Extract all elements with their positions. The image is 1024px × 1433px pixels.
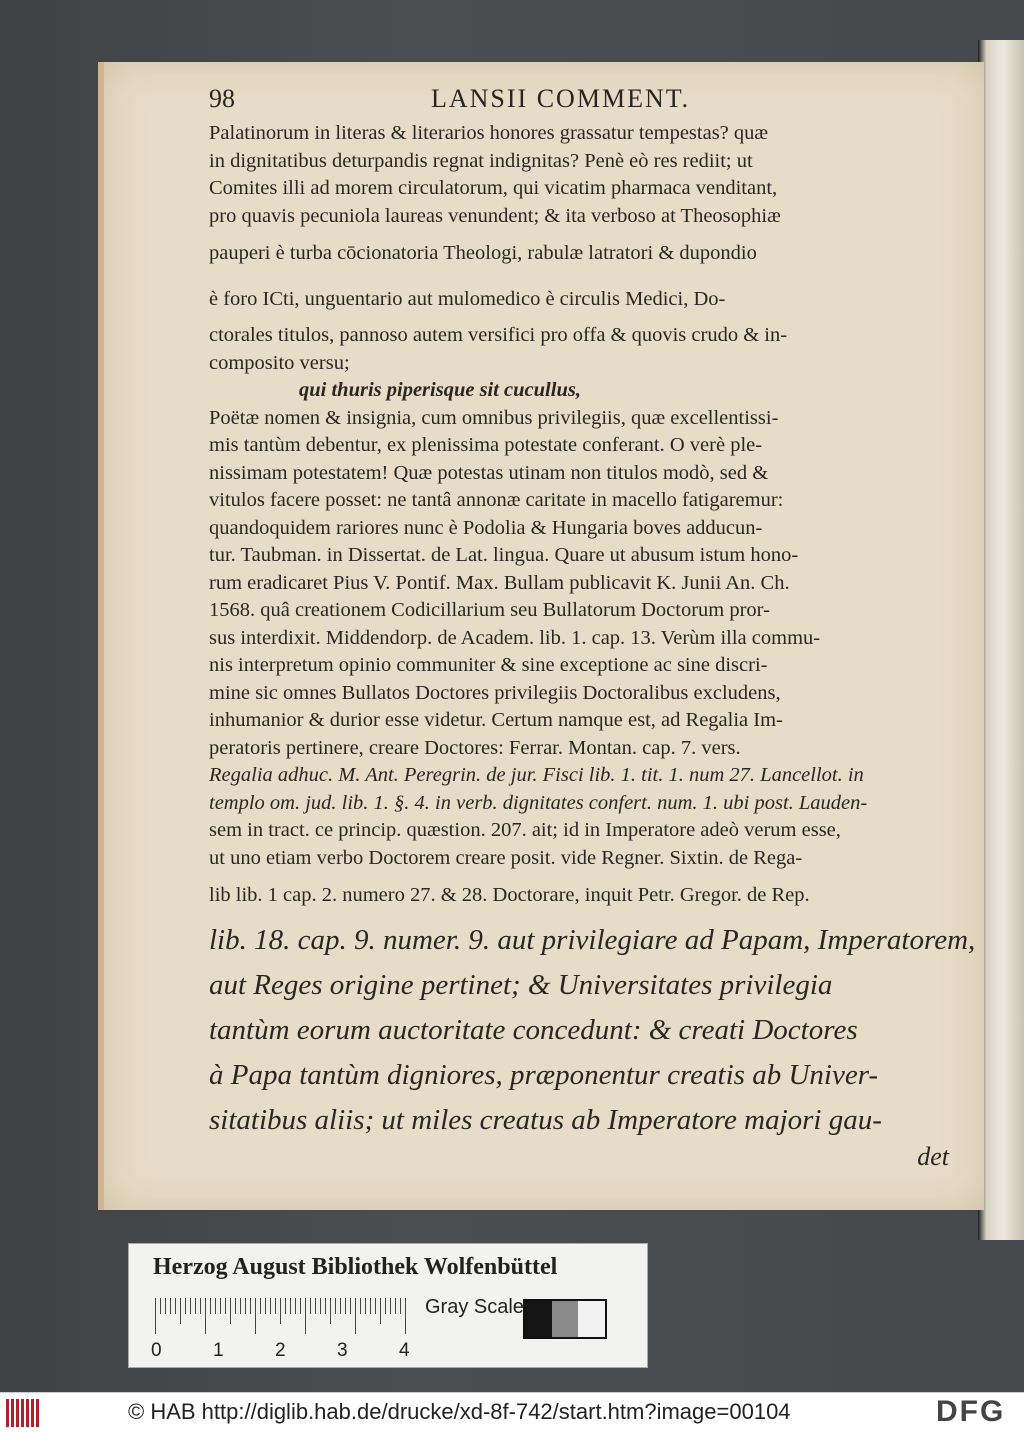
logo-stripe xyxy=(26,1399,29,1427)
body-text xyxy=(209,120,976,1171)
ruler-tick xyxy=(200,1298,201,1314)
text-line: tur. Taubman. in Dissertat. de Lat. lingua. Quare ut abusum istum hono- xyxy=(209,544,799,566)
ruler-tick xyxy=(315,1298,316,1314)
ruler-tick xyxy=(215,1298,216,1314)
ruler-tick xyxy=(380,1298,381,1324)
ruler-tick xyxy=(335,1298,336,1314)
ruler-number: 3 xyxy=(337,1340,348,1361)
ruler-number: 4 xyxy=(399,1340,410,1361)
ruler-tick xyxy=(355,1298,356,1334)
text-line: templo om. jud. lib. 1. §. 4. in verb. dignitates confert. num. 1. ubi post. Lauden- xyxy=(209,791,868,814)
footer-copyright-link[interactable]: © HAB http://diglib.hab.de/drucke/xd-8f-742/start.htm?image=00104 xyxy=(128,1399,791,1424)
text-line: sitatibus aliis; ut miles creatus ab Imperatore majori gau- xyxy=(209,1104,882,1136)
library-name: Herzog August Bibliothek Wolfenbüttel xyxy=(153,1254,558,1280)
ruler-tick xyxy=(370,1298,371,1314)
text-line: quandoquidem rariores nunc è Podolia & Hungaria boves adducun- xyxy=(209,516,763,539)
logo-stripe xyxy=(36,1399,39,1427)
ruler-tick xyxy=(360,1298,361,1314)
text-line: rum eradicaret Pius V. Pontif. Max. Bullam publicavit K. Junii An. Ch. xyxy=(209,571,790,594)
text-line: nissimam potestatem! Quæ potestas utinam non titulos modò, sed & xyxy=(209,461,769,484)
book-page xyxy=(98,62,984,1210)
ruler-tick xyxy=(225,1298,226,1314)
text-line: Palatinorum in literas & literarios honores grassatur tempestas? quæ xyxy=(209,122,769,144)
ruler-number: 1 xyxy=(213,1340,224,1361)
book-page-edge xyxy=(978,40,1024,1240)
ruler-tick xyxy=(160,1298,161,1314)
gray-swatch xyxy=(578,1301,605,1337)
page-number: 98 xyxy=(209,84,235,113)
ruler-tick xyxy=(235,1298,236,1314)
text-line: Poëtæ nomen & insignia, cum omnibus privilegiis, quæ excellentissi- xyxy=(209,406,779,429)
text-line: composito versu; xyxy=(209,351,350,374)
page-header xyxy=(209,84,949,120)
text-line: peratoris pertinere, creare Doctores: Ferrar. Montan. cap. 7. vers. xyxy=(209,736,741,759)
ruler-tick xyxy=(385,1298,386,1314)
gray-swatch xyxy=(552,1301,579,1337)
text-line: mis tantùm debentur, ex plenissima potestate conferant. O verè ple- xyxy=(209,434,763,456)
hab-logo-icon xyxy=(6,1399,42,1427)
ruler-tick xyxy=(295,1298,296,1314)
ruler-number: 2 xyxy=(275,1340,286,1361)
logo-stripe xyxy=(31,1399,34,1427)
ruler-tick xyxy=(210,1298,211,1314)
ruler-tick xyxy=(165,1298,166,1314)
text-line: Comites illi ad morem circulatorum, qui vicatim pharmaca venditant, xyxy=(209,177,778,199)
logo-stripe xyxy=(6,1399,9,1427)
ruler-tick xyxy=(310,1298,311,1314)
ruler-tick xyxy=(365,1298,366,1314)
text-line: ctorales titulos, pannoso autem versifici pro offa & quovis crudo & in- xyxy=(209,324,788,346)
text-line: det xyxy=(917,1142,949,1171)
ruler-tick xyxy=(180,1298,181,1324)
ruler-tick xyxy=(175,1298,176,1314)
ruler-tick xyxy=(205,1298,206,1334)
ruler-tick xyxy=(340,1298,341,1314)
ruler-tick xyxy=(325,1298,326,1314)
text-line: lib. 18. cap. 9. numer. 9. aut privilegiare ad Papam, Imperatorem, xyxy=(209,924,976,956)
text-line: sus interdixit. Middendorp. de Academ. lib. 1. cap. 13. Verùm illa commu- xyxy=(209,626,821,649)
ruler-tick xyxy=(195,1298,196,1314)
logo-stripe xyxy=(11,1399,14,1427)
ruler-tick xyxy=(260,1298,261,1314)
ruler-tick xyxy=(275,1298,276,1314)
text-line: tantùm eorum auctoritate concedunt: & creati Doctores xyxy=(209,1014,858,1046)
ruler-tick xyxy=(375,1298,376,1314)
page-content xyxy=(209,84,976,1171)
ruler-tick xyxy=(170,1298,171,1314)
ruler-tick xyxy=(395,1298,396,1314)
ruler-tick xyxy=(345,1298,346,1314)
text-line: nis interpretum opinio communiter & sine exceptione ac sine discri- xyxy=(209,654,768,676)
ruler-tick xyxy=(290,1298,291,1314)
text-line: pro quavis pecuniola laureas venundent; & ita verboso at Theosophiæ xyxy=(209,204,781,227)
text-line: ut uno etiam verbo Doctorem creare posit. vide Regner. Sixtin. de Rega- xyxy=(209,846,803,869)
ruler-number: 0 xyxy=(151,1340,162,1361)
text-line: sem in tract. ce princip. quæstion. 207. ait; id in Imperatore adeò verum esse, xyxy=(209,819,841,841)
library-color-card xyxy=(128,1243,648,1368)
ruler-tick xyxy=(405,1298,406,1334)
text-line: Regalia adhuc. M. Ant. Peregrin. de jur. Fisci lib. 1. tit. 1. num 27. Lancellot. in xyxy=(209,764,864,786)
ruler-tick xyxy=(265,1298,266,1314)
gray-scale-label: Gray Scale xyxy=(425,1296,524,1318)
text-line: pauperi è turba cōcionatoria Theologi, rabulæ latratori & dupondio xyxy=(209,242,757,264)
ruler-tick xyxy=(245,1298,246,1314)
ruler-tick xyxy=(305,1298,306,1334)
ruler-tick xyxy=(390,1298,391,1314)
ruler-tick xyxy=(285,1298,286,1314)
text-line: 1568. quâ creationem Codicillarium seu Bullatorum Doctorum pror- xyxy=(209,599,770,621)
footer-bar xyxy=(0,1392,1024,1433)
gray-swatch xyxy=(525,1301,552,1337)
ruler-tick xyxy=(400,1298,401,1314)
dfg-logo: DFG xyxy=(936,1395,1006,1428)
logo-stripe xyxy=(21,1399,24,1427)
ruler-tick xyxy=(320,1298,321,1314)
text-line: inhumanior & durior esse videtur. Certum namque est, ad Regalia Im- xyxy=(209,709,783,731)
ruler-tick xyxy=(280,1298,281,1324)
ruler-tick xyxy=(300,1298,301,1314)
logo-stripe xyxy=(16,1399,19,1427)
ruler-tick xyxy=(230,1298,231,1324)
ruler-tick xyxy=(190,1298,191,1314)
ruler-tick xyxy=(250,1298,251,1314)
text-line: qui thuris piperisque sit cucullus, xyxy=(299,379,581,401)
ruler-tick xyxy=(240,1298,241,1314)
text-line: aut Reges origine pertinet; & Universitates privilegia xyxy=(209,969,833,1001)
ruler-tick xyxy=(270,1298,271,1314)
running-head: LANSII COMMENT. xyxy=(431,84,691,113)
gray-scale-swatches xyxy=(523,1299,607,1339)
ruler-tick xyxy=(220,1298,221,1314)
ruler-tick xyxy=(155,1298,156,1334)
ruler-tick xyxy=(255,1298,256,1334)
ruler-tick xyxy=(330,1298,331,1324)
text-line: lib lib. 1 cap. 2. numero 27. & 28. Doctorare, inquit Petr. Gregor. de Rep. xyxy=(209,884,810,906)
text-line: in dignitatibus deturpandis regnat indignitas? Penè eò res rediit; ut xyxy=(209,149,753,172)
text-line: mine sic omnes Bullatos Doctores privilegiis Doctoralibus excludens, xyxy=(209,681,781,704)
ruler-tick xyxy=(350,1298,351,1314)
text-line: à Papa tantùm digniores, præponentur creatis ab Univer- xyxy=(209,1059,879,1091)
ruler-tick xyxy=(185,1298,186,1314)
text-line: vitulos facere posset: ne tantâ annonæ caritate in macello fatigaremur: xyxy=(209,489,784,511)
text-line: è foro ICti, unguentario aut mulomedico è circulis Medici, Do- xyxy=(209,288,726,310)
ruler xyxy=(155,1298,415,1338)
